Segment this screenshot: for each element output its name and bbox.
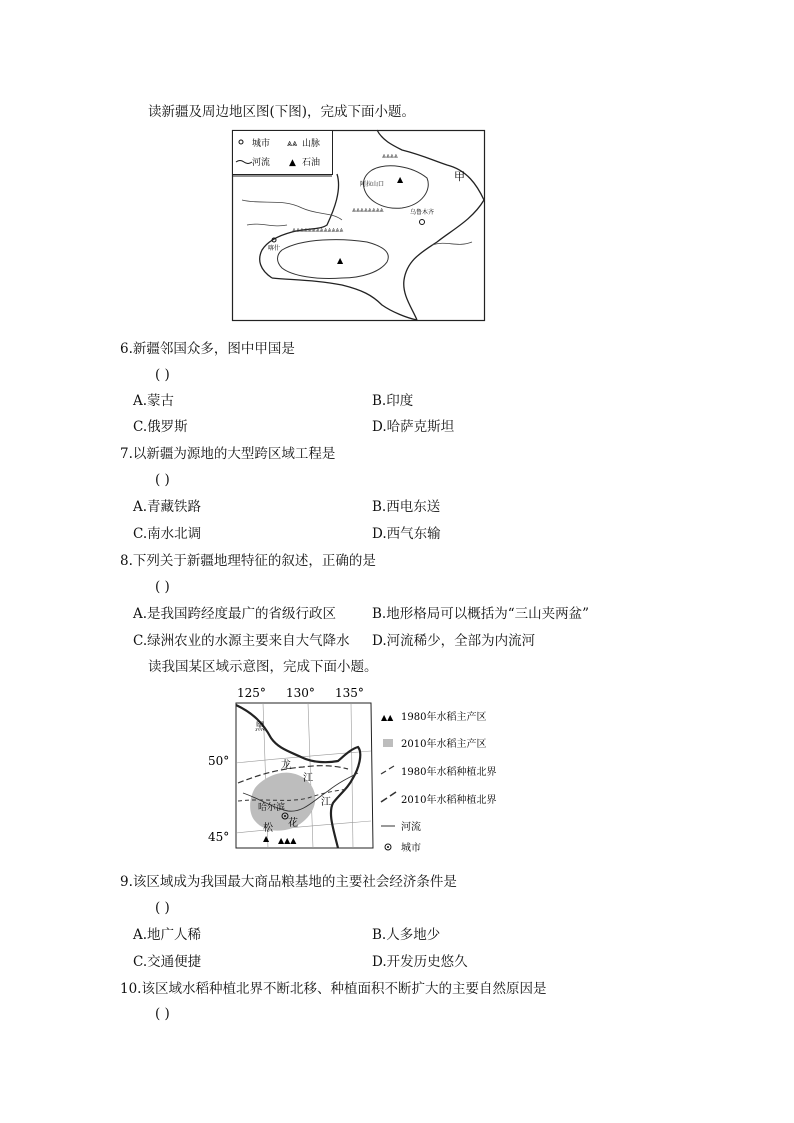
question-6-option-c: C.俄罗斯 [133, 419, 188, 435]
legend-2010-line: 2010年水稻种植北界 [401, 795, 497, 806]
label-song: 松 [263, 823, 273, 834]
question-9-stem: 9.该区域成为我国最大商品粮基地的主要社会经济条件是 [120, 874, 457, 890]
lat-label-45: 45° [208, 830, 230, 844]
legend-2010-area: 2010年水稻主产区 [401, 739, 487, 750]
question-7-answer-blank: ( ) [155, 472, 170, 488]
question-8-option-c: C.绿洲农业的水源主要来自大气降水 [133, 633, 350, 649]
question-6-option-a: A.蒙古 [133, 393, 175, 409]
question-6-option-b: B.印度 [372, 393, 414, 409]
svg-text:▲▲▲: ▲▲▲ [278, 836, 297, 845]
question-9-option-b: B.人多地少 [372, 927, 441, 943]
oil-marker: ▲ [337, 256, 344, 265]
question-8-option-b: B.地形格局可以概括为“三山夹两盆” [372, 606, 590, 622]
legend-icon-1980-line [381, 766, 394, 774]
legend-1980-area: 1980年水稻主产区 [401, 712, 487, 723]
legend-oil-label: 石油 [302, 158, 321, 168]
legend-river: 河流 [401, 822, 421, 833]
svg-text:▲: ▲ [263, 834, 270, 843]
svg-text:⩓⩓⩓⩓: ⩓⩓⩓⩓ [382, 152, 398, 160]
lon-label-125: 125° [237, 686, 266, 700]
label-hei: 黑 [255, 722, 265, 733]
question-10-stem: 10.该区域水稻种植北界不断北移、种植面积不断扩大的主要自然原因是 [120, 981, 547, 997]
lon-label-130: 130° [286, 686, 315, 700]
legend-river-label: 河流 [252, 158, 271, 168]
question-7-option-d: D.西气东输 [372, 526, 441, 542]
label-long: 龙 [281, 760, 291, 771]
question-10-answer-blank: ( ) [155, 1006, 170, 1022]
legend-mountain-label: 山脉 [302, 139, 321, 149]
label-jiang-2: 江 [321, 797, 331, 808]
mountain-legend-icon: ⩓⩓ [287, 139, 298, 149]
legend-1980-line: 1980年水稻种植北界 [401, 767, 497, 778]
question-7-stem: 7.以新疆为源地的大型跨区域工程是 [120, 446, 336, 462]
question-9-option-a: A.地广人稀 [133, 927, 202, 943]
svg-text:⩓⩓⩓⩓⩓⩓⩓⩓: ⩓⩓⩓⩓⩓⩓⩓⩓ [352, 206, 384, 214]
xinjiang-map [232, 130, 485, 321]
label-jiang-1: 江 [303, 773, 313, 784]
label-kashgar: 喀什 [268, 245, 281, 252]
legend-icon-2010-line [381, 792, 396, 802]
legend-city-label: 城市 [252, 139, 271, 149]
question-6-stem: 6.新疆邻国众多，图中甲国是 [120, 341, 295, 357]
question-6-answer-blank: ( ) [155, 367, 170, 383]
question-7-option-c: C.南水北调 [133, 526, 202, 542]
question-8-option-d: D.河流稀少，全部为内流河 [372, 633, 536, 649]
intro-text-1: 读新疆及周边地区图(下图)，完成下面小题。 [148, 104, 416, 120]
question-8-answer-blank: ( ) [155, 579, 170, 595]
question-7-option-b: B.西电东送 [372, 499, 441, 515]
question-7-option-a: A.青藏铁路 [133, 499, 202, 515]
label-jia: 甲 [454, 170, 465, 183]
question-8-option-a: A.是我国跨经度最广的省级行政区 [133, 606, 337, 622]
lat-label-50: 50° [208, 754, 230, 768]
legend-icon-2010-area [383, 739, 393, 747]
lon-label-135: 135° [335, 686, 364, 700]
question-9-option-c: C.交通便捷 [133, 954, 202, 970]
question-8-stem: 8.下列关于新疆地理特征的叙述，正确的是 [120, 553, 376, 569]
question-6-option-d: D.哈萨克斯坦 [372, 419, 455, 435]
label-urumqi: 乌鲁木齐 [410, 209, 435, 216]
intro-text-2: 读我国某区域示意图，完成下面小题。 [148, 659, 378, 675]
question-9-option-d: D.开发历史悠久 [372, 954, 468, 970]
label-harbin: 哈尔滨 [258, 803, 286, 813]
legend-icon-1980-area: ▲▲ [381, 713, 394, 722]
label-altai: 阿拉山口 [360, 181, 385, 188]
oil-marker: ▲ [397, 175, 404, 184]
legend-city: 城市 [401, 843, 421, 854]
label-hua: 花 [288, 818, 298, 829]
northeast-rice-map [208, 683, 523, 854]
question-9-answer-blank: ( ) [155, 900, 170, 916]
svg-text:⩓⩓⩓⩓⩓⩓⩓⩓⩓⩓⩓⩓⩓: ⩓⩓⩓⩓⩓⩓⩓⩓⩓⩓⩓⩓⩓ [292, 226, 344, 234]
oil-legend-icon: ▲ [289, 158, 296, 168]
